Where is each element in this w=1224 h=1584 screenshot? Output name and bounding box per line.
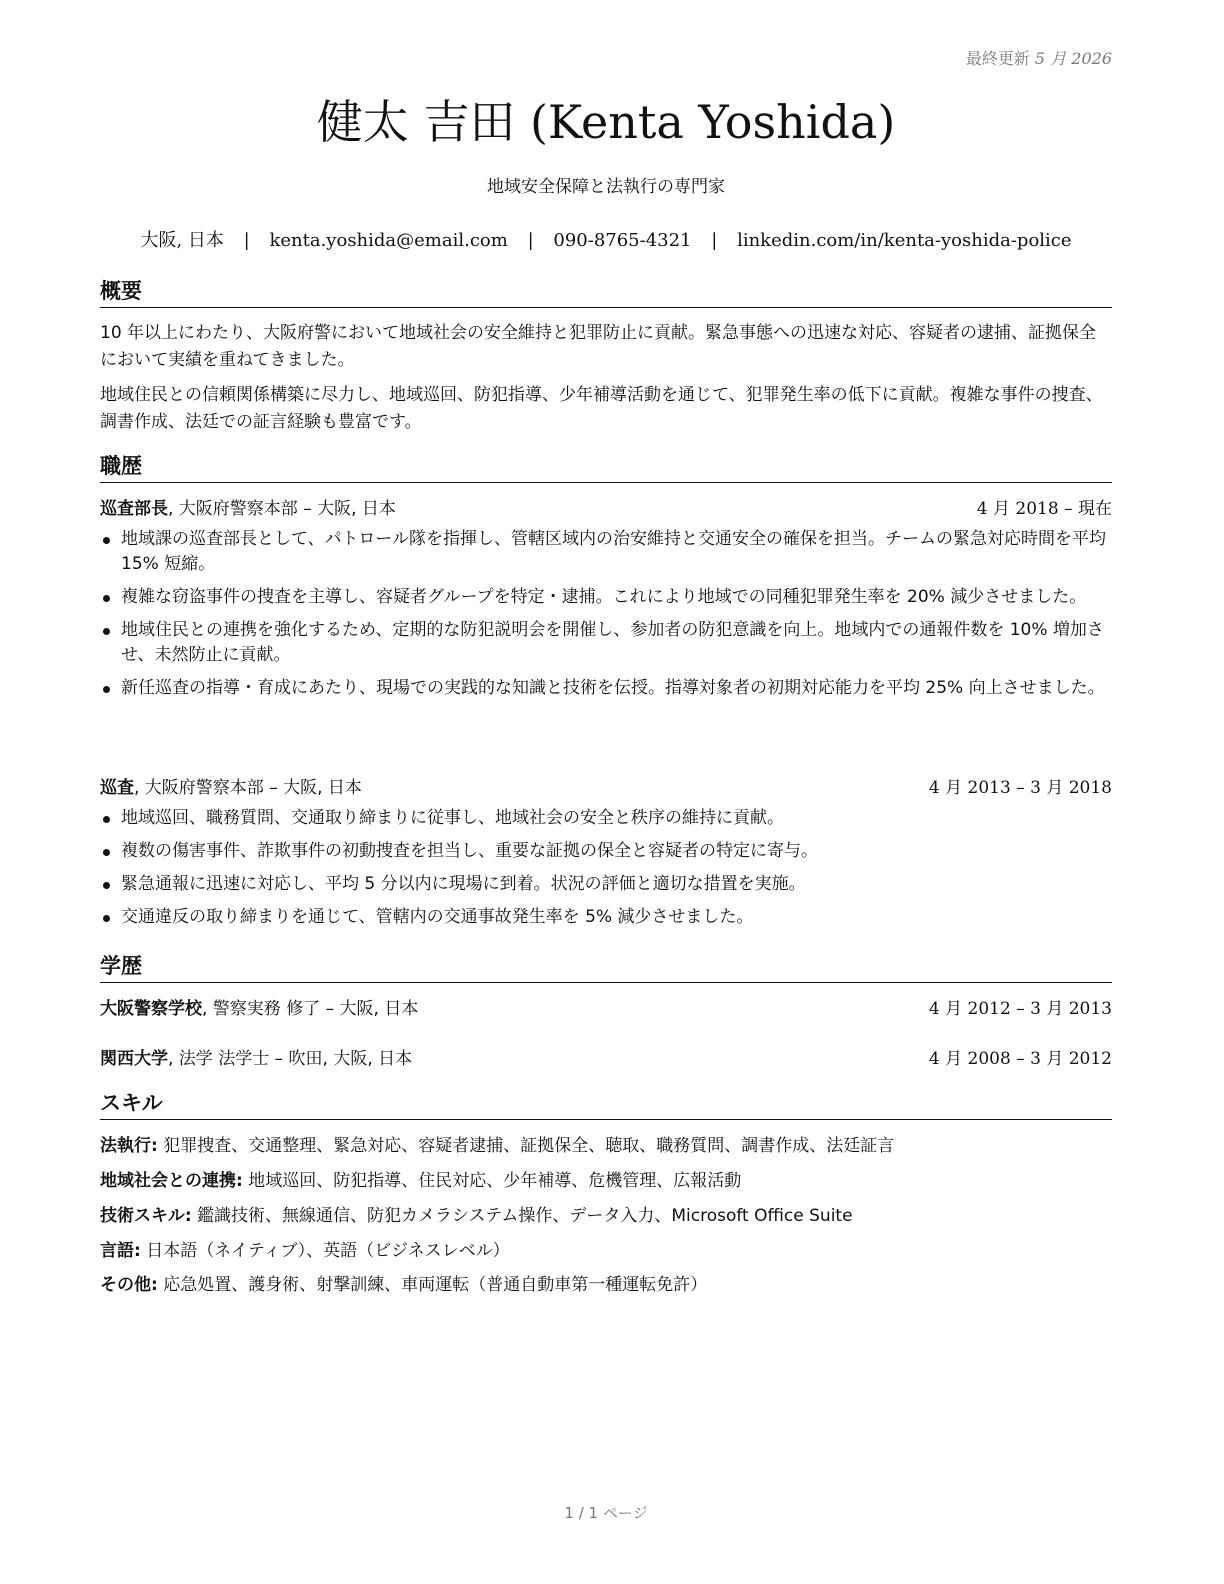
last-updated-label: 最終更新: [965, 49, 1030, 68]
education-dates: 4 月 2012 – 3 月 2013: [928, 999, 1112, 1019]
list-item: 地域巡回、職務質問、交通取り締まりに従事し、地域社会の安全と秩序の維持に貢献。: [100, 806, 1112, 831]
job-bullets: [100, 806, 1112, 938]
skill-label: 地域社会との連携:: [100, 1171, 243, 1191]
skill-label: 技術スキル:: [100, 1206, 192, 1226]
page-number: 1 / 1 ページ: [564, 1504, 648, 1522]
job-role: 巡査: [100, 778, 134, 798]
job-dates: 4 月 2013 – 3 月 2018: [928, 778, 1112, 798]
skill-value: 地域巡回、防犯指導、住民対応、少年補導、危機管理、広報活動: [242, 1171, 742, 1191]
skill-line: [100, 1204, 1112, 1228]
job-org: , 大阪府警察本部 – 大阪, 日本: [168, 499, 396, 519]
education-entry: [100, 997, 1112, 1021]
list-item: 地域住民との連携を強化するため、定期的な防犯説明会を開催し、参加者の防犯意識を向上。地域内での通報件数を 10% 増加させ、未然防止に貢献。: [100, 618, 1112, 668]
skill-label: 法執行:: [100, 1136, 158, 1156]
resume-page: [100, 0, 1112, 1584]
list-item: 緊急通報に迅速に対応し、平均 5 分以内に現場に到着。状況の評価と適切な措置を実施。: [100, 872, 1112, 897]
list-item: 複雑な窃盗事件の捜査を主導し、容疑者グループを特定・逮捕。これにより地域での同種犯罪発生率を 20% 減少させました。: [100, 585, 1112, 610]
section-title-summary: 概要: [100, 278, 1112, 308]
school-detail: , 法学 法学士 – 吹田, 大阪, 日本: [168, 1049, 413, 1069]
job-header: [100, 497, 1112, 521]
contact-separator: |: [711, 230, 718, 251]
contact-location: 大阪, 日本: [140, 230, 224, 251]
job-bullets: [100, 527, 1112, 709]
list-item: 地域課の巡査部長として、パトロール隊を指揮し、管轄区域内の治安維持と交通安全の確保を担当。チームの緊急対応時間を平均 15% 短縮。: [100, 527, 1112, 577]
skill-line: [100, 1273, 1112, 1297]
education-entry: [100, 1047, 1112, 1071]
list-item: 交通違反の取り締まりを通じて、管轄内の交通事故発生率を 5% 減少させました。: [100, 905, 1112, 930]
job-dates: 4 月 2018 – 現在: [976, 499, 1112, 519]
contact-email[interactable]: kenta.yoshida@email.com: [269, 230, 508, 251]
section-title-education: 学歴: [100, 953, 1112, 983]
skill-line: [100, 1169, 1112, 1193]
candidate-headline: 地域安全保障と法執行の専門家: [487, 177, 725, 197]
last-updated-date: 5 月 2026: [1034, 49, 1112, 68]
school-detail: , 警察実務 修了 – 大阪, 日本: [202, 999, 419, 1019]
skill-label: 言語:: [100, 1241, 141, 1261]
contact-separator: |: [527, 230, 534, 251]
school-name: 関西大学: [100, 1049, 168, 1069]
school-name: 大阪警察学校: [100, 999, 202, 1019]
summary-paragraph: 10 年以上にわたり、大阪府警において地域社会の安全維持と犯罪防止に貢献。緊急事態への迅速な対応、容疑者の逮捕、証拠保全において実績を重ねてきました。: [100, 323, 1097, 370]
contact-separator: |: [243, 230, 250, 251]
last-updated: [966, 46, 1112, 69]
contact-phone: 090-8765-4321: [553, 230, 692, 251]
summary-paragraph: 地域住民との信頼関係構築に尽力し、地域巡回、防犯指導、少年補導活動を通じて、犯罪発生率の低下に貢献。複雑な事件の捜査、調書作成、法廷での証言経験も豊富です。: [100, 385, 1103, 432]
section-title-experience: 職歴: [100, 453, 1112, 483]
skill-line: [100, 1134, 1112, 1158]
job-header: [100, 776, 1112, 800]
contact-line: [100, 226, 1112, 252]
skill-value: 犯罪捜査、交通整理、緊急対応、容疑者逮捕、証拠保全、聴取、職務質問、調書作成、法廷証言: [157, 1136, 895, 1156]
list-item: 新任巡査の指導・育成にあたり、現場での実践的な知識と技術を伝授。指導対象者の初期対応能力を平均 25% 向上させました。: [100, 676, 1112, 701]
job-role: 巡査部長: [100, 499, 168, 519]
candidate-name: 健太 吉田 (Kenta Yoshida): [316, 95, 896, 149]
skill-value: 日本語（ネイティブ）、英語（ビジネスレベル）: [140, 1241, 510, 1261]
list-item: 複数の傷害事件、詐欺事件の初動捜査を担当し、重要な証拠の保全と容疑者の特定に寄与。: [100, 839, 1112, 864]
education-dates: 4 月 2008 – 3 月 2012: [928, 1049, 1112, 1069]
job-org: , 大阪府警察本部 – 大阪, 日本: [134, 778, 362, 798]
skill-value: 鑑識技術、無線通信、防犯カメラシステム操作、データ入力、Microsoft Office Suite: [191, 1206, 853, 1226]
skill-value: 応急処置、護身術、射撃訓練、車両運転（普通自動車第一種運転免許）: [157, 1275, 708, 1295]
section-title-skills: スキル: [100, 1090, 1112, 1120]
skill-label: その他:: [100, 1275, 158, 1295]
contact-linkedin[interactable]: linkedin.com/in/kenta-yoshida-police: [737, 230, 1072, 251]
skill-line: [100, 1239, 1112, 1263]
